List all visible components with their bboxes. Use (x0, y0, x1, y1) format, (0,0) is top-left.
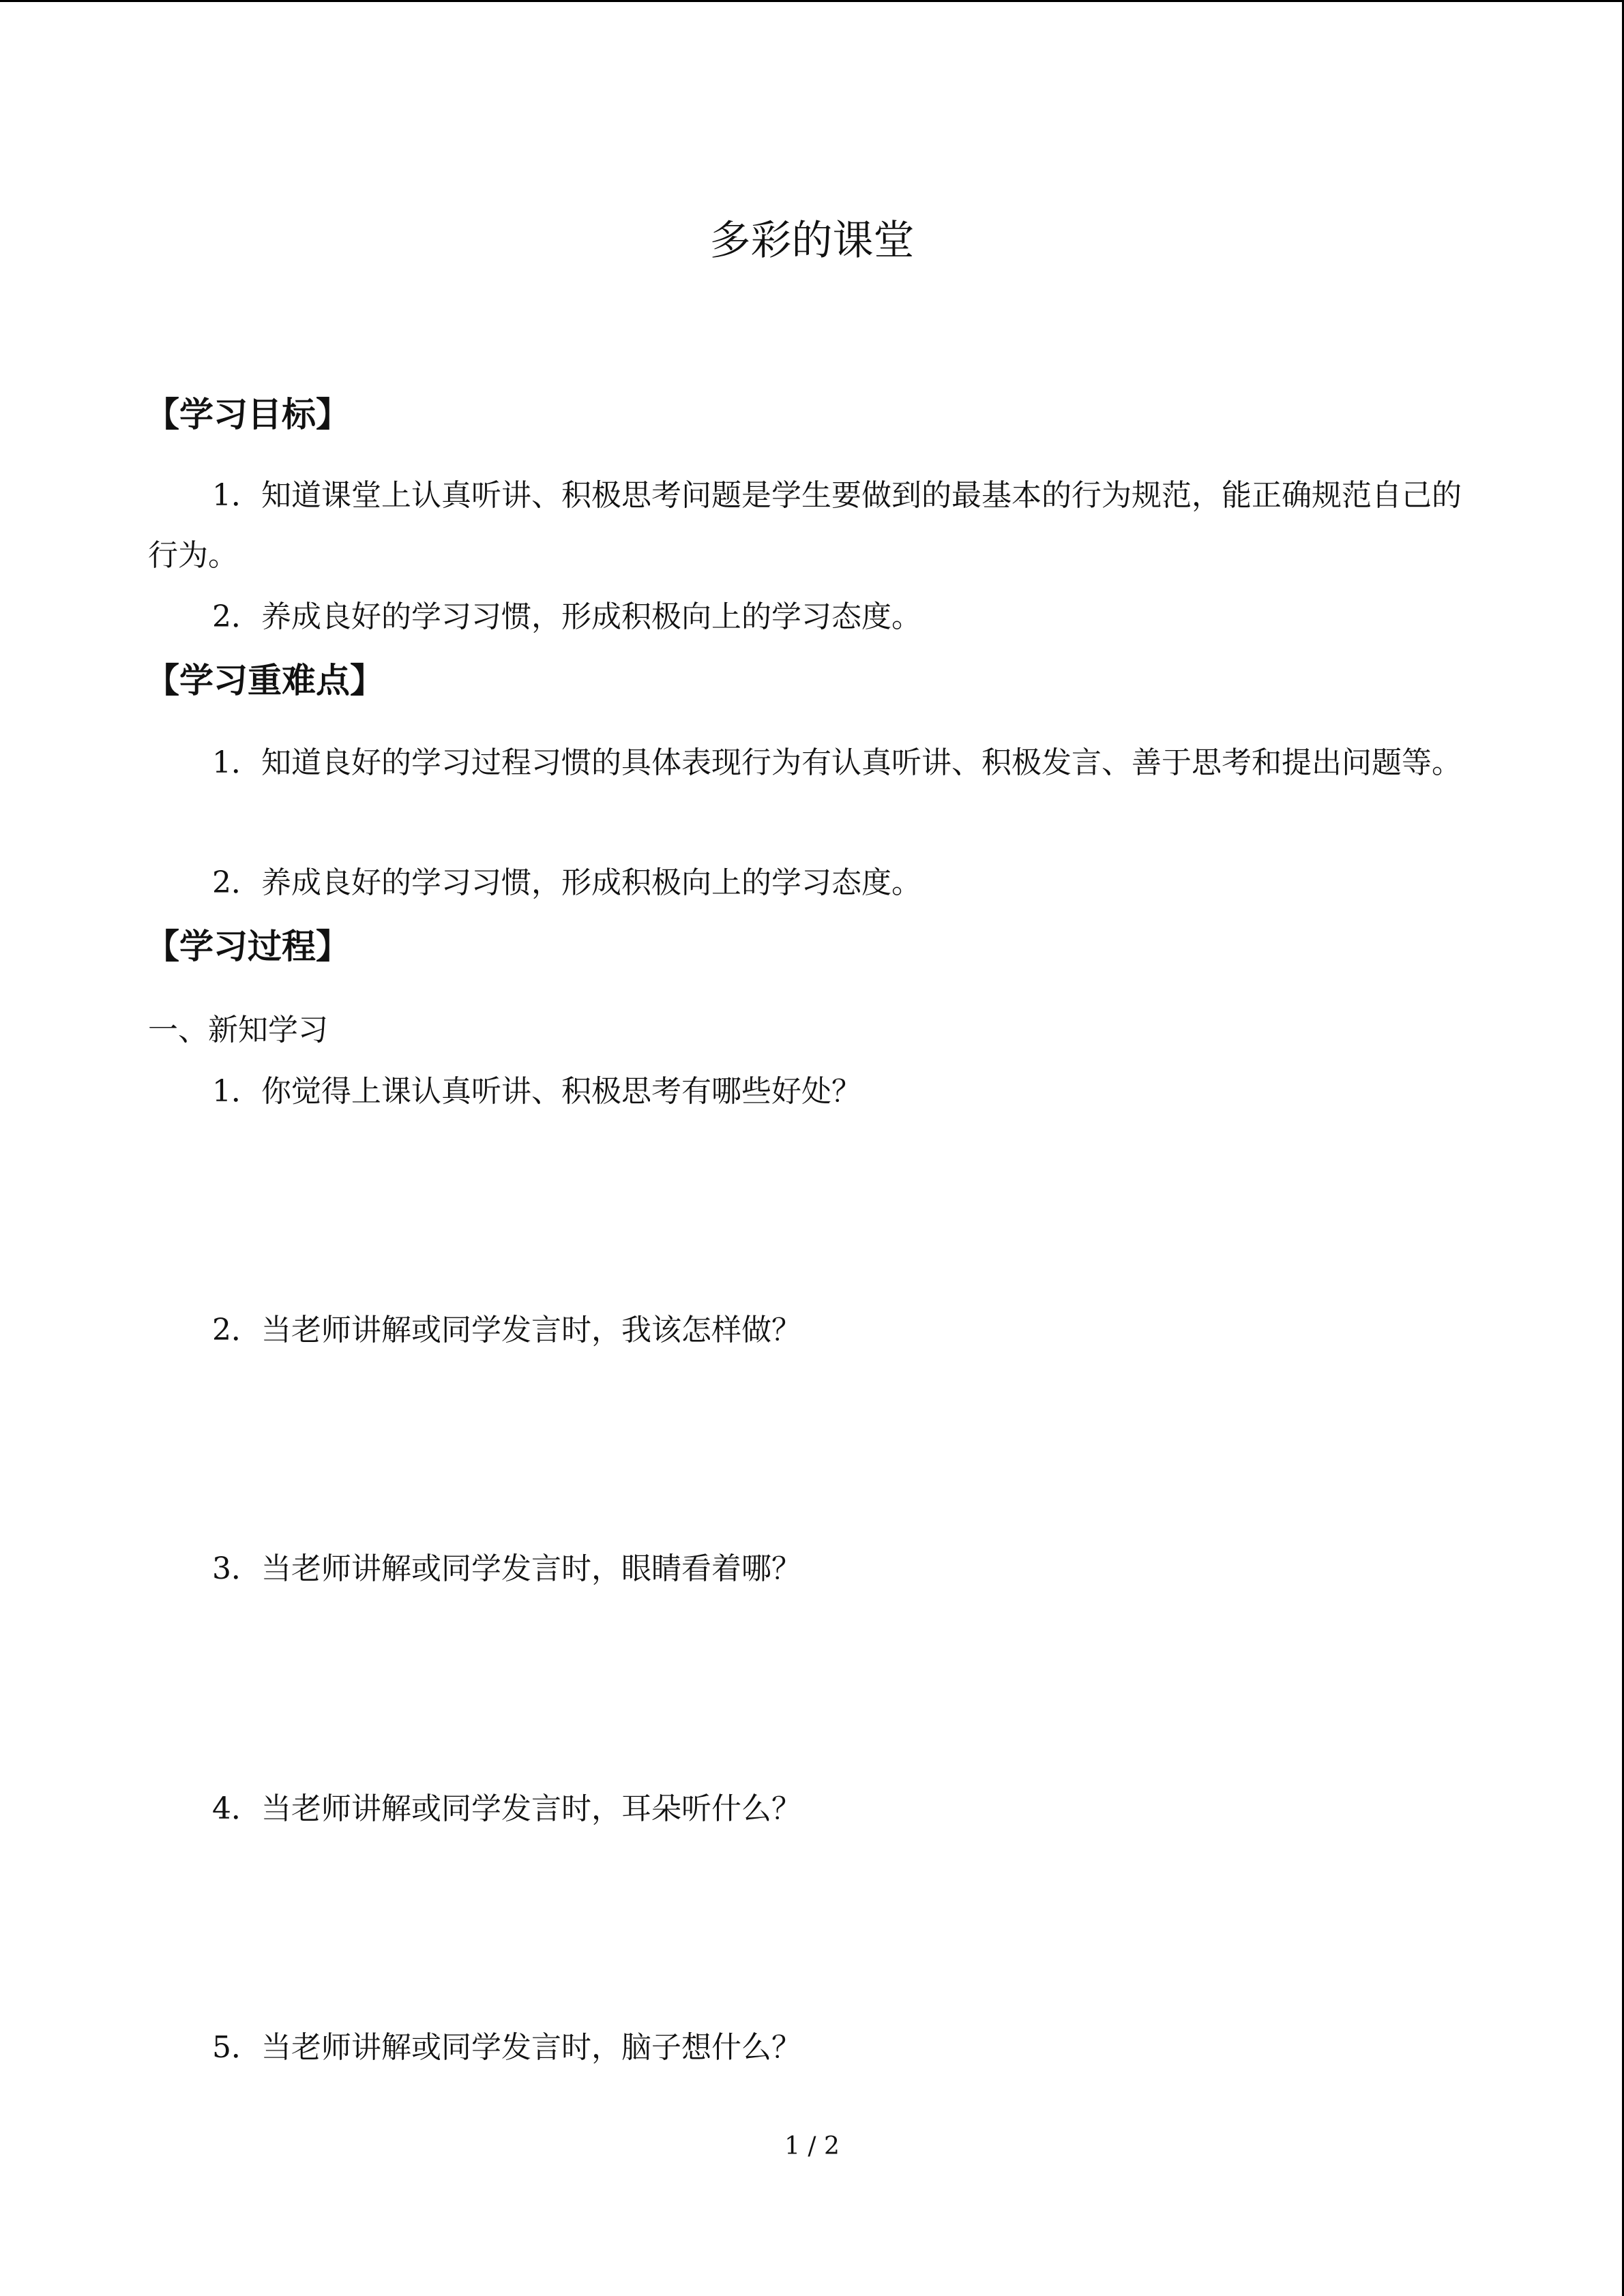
question-item-2: 2．当老师讲解或同学发言时，我该怎样做？ (212, 1313, 801, 1347)
section-heading-goals: 【学习目标】 (145, 395, 350, 434)
key-point-item-2: 2．养成良好的学习习惯，形成积极向上的学习态度。 (212, 865, 921, 900)
goal-item-1: 1．知道课堂上认真听讲、积极思考问题是学生要做到的最基本的行为规范，能正确规范自己的行为。 (148, 478, 1462, 573)
question-item-3: 3．当老师讲解或同学发言时，眼睛看着哪？ (212, 1551, 801, 1586)
section-heading-key-points: 【学习重难点】 (145, 661, 384, 700)
process-subheading: 一、新知学习 (148, 1013, 328, 1047)
question-item-4: 4．当老师讲解或同学发言时，耳朵听什么？ (212, 1791, 801, 1826)
section-heading-process: 【学习过程】 (145, 927, 350, 966)
page-title: 多彩的课堂 (709, 217, 915, 265)
question-item-5: 5．当老师讲解或同学发言时，脑子想什么？ (212, 2030, 801, 2065)
page-number: 1 / 2 (784, 2132, 840, 2160)
goal-item-2: 2．养成良好的学习习惯，形成积极向上的学习态度。 (212, 599, 921, 634)
question-item-1: 1．你觉得上课认真听讲、积极思考有哪些好处？ (212, 1074, 861, 1109)
key-point-item-1: 1．知道良好的学习过程习惯的具体表现行为有认真听讲、积极发言、善于思考和提出问题等。 (212, 745, 1462, 780)
